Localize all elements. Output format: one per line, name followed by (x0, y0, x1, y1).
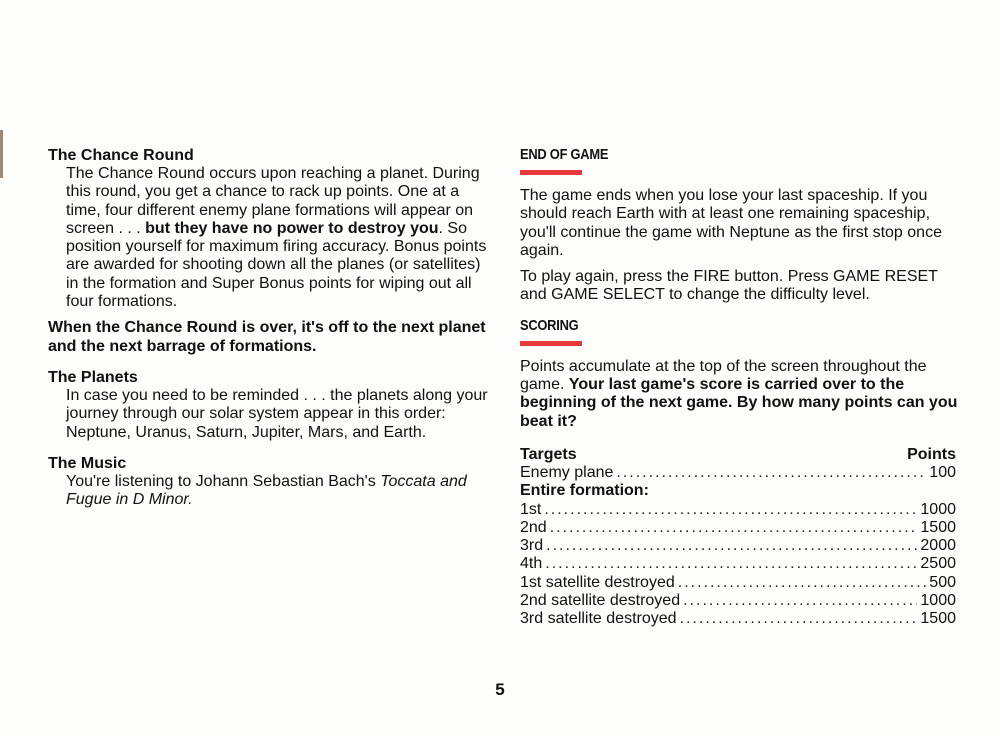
end-of-game-paragraph-2: To play again, press the FIRE button. Press GAME RESET and GAME SELECT to change the difficulty level. (520, 268, 938, 304)
row-value: 500 (929, 573, 956, 591)
row-value: 2000 (920, 537, 956, 555)
dot-leader (678, 574, 927, 592)
row-label: 4th (520, 555, 543, 573)
row-value: 1500 (920, 610, 956, 628)
dot-leader (546, 537, 917, 555)
dot-leader (616, 464, 926, 482)
formation-header-label: Entire formation: (520, 482, 649, 500)
row-label: 3rd satellite destroyed (520, 610, 677, 628)
targets-column-header: Targets (520, 445, 577, 463)
table-row (520, 519, 956, 537)
chance-round-bold-text: but they have no power to destroy you (145, 219, 439, 237)
row-value: 1000 (920, 592, 956, 610)
left-column (48, 146, 488, 509)
row-label: 2nd (520, 518, 547, 536)
dot-leader (550, 519, 918, 537)
row-value: 100 (929, 463, 956, 481)
score-table (520, 445, 956, 629)
formation-header (520, 482, 956, 500)
page-edge-mark (0, 130, 3, 178)
row-value: 1000 (920, 500, 956, 518)
next-planet-note: When the Chance Round is over, it's off to the next planet and the next barrage of formations. (48, 319, 486, 355)
scoring-text: Points accumulate at the top of the screen throughout the game. (520, 357, 927, 394)
music-body (48, 473, 488, 510)
dot-leader (683, 592, 917, 610)
row-label: 1st (520, 500, 542, 518)
row-label: 3rd (520, 537, 544, 555)
row-label: 1st satellite destroyed (520, 573, 675, 591)
points-column-header: Points (907, 445, 956, 463)
dot-leader (545, 555, 917, 573)
scoring-red-bar (520, 341, 582, 346)
chance-round-text-1: The Chance Round occurs upon reaching a planet. During this round, you get a chance to rack up points. One at a time, four different enemy plane formations will appear on screen . . . (66, 165, 480, 237)
music-text: You're listening to Johann Sebastian Bach's (66, 472, 381, 490)
table-row (520, 501, 956, 519)
chance-round-body (48, 165, 488, 311)
dot-leader (544, 501, 917, 519)
table-row (520, 464, 956, 482)
row-value: 1500 (920, 518, 956, 536)
page-number: 5 (495, 680, 505, 699)
row-label: Enemy plane (520, 463, 614, 481)
scoring-paragraph (520, 358, 960, 431)
table-row (520, 592, 956, 610)
end-of-game-heading: END OF GAME (520, 146, 609, 163)
score-table-header (520, 445, 956, 464)
chance-round-title: The Chance Round (48, 147, 194, 164)
planets-body: In case you need to be reminded . . . the planets along your journey through our solar system appear in this order: Neptune, Uranus, Saturn, Jupiter, Mars, and Earth. (66, 386, 488, 441)
scoring-heading: SCORING (520, 316, 579, 334)
music-title: The Music (48, 454, 127, 472)
table-row (520, 610, 956, 628)
chance-round-text-2: . So position yourself for maximum firing accuracy. Bonus points are awarded for shooting down all the planes (or satellites) in the formation and Super Bonus points for wiping out all four formations. (66, 219, 487, 311)
music-piece-title: Toccata and Fugue in D Minor. (66, 472, 467, 509)
planets-title: The Planets (48, 368, 138, 386)
row-value: 2500 (920, 555, 956, 573)
dot-leader (680, 610, 918, 628)
table-row (520, 555, 956, 573)
scoring-bold-text: Your last game's score is carried over to the beginning of the next game. By how many points can you beat it? (520, 376, 958, 430)
table-row (520, 574, 956, 592)
row-label: 2nd satellite destroyed (520, 592, 681, 610)
right-column (520, 146, 960, 629)
end-of-game-red-bar (520, 170, 582, 175)
table-row (520, 537, 956, 555)
end-of-game-paragraph-1: The game ends when you lose your last spaceship. If you should reach Earth with at least one remaining spaceship, you'll continue the game with Neptune as the first stop once again. (520, 187, 942, 259)
